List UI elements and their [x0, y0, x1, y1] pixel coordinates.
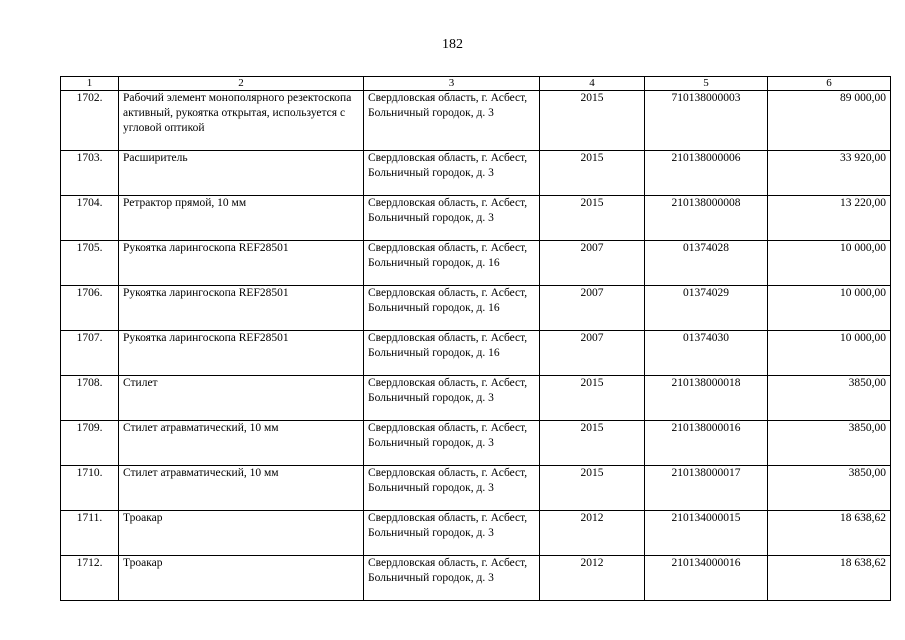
item-name: Стилет атравматический, 10 мм	[119, 466, 364, 511]
item-address: Свердловская область, г. Асбест, Больничный городок, д. 3	[364, 511, 540, 556]
item-name: Стилет атравматический, 10 мм	[119, 421, 364, 466]
row-number: 1712.	[61, 556, 119, 601]
table-row	[61, 376, 891, 421]
item-address: Свердловская область, г. Асбест, Больничный городок, д. 3	[364, 151, 540, 196]
registry-table	[60, 76, 891, 601]
item-value: 10 000,00	[768, 241, 891, 286]
column-header-1: 1	[61, 77, 119, 91]
table-row	[61, 196, 891, 241]
row-number: 1706.	[61, 286, 119, 331]
item-value: 89 000,00	[768, 91, 891, 151]
inventory-number: 210138000006	[645, 151, 768, 196]
item-value: 3850,00	[768, 466, 891, 511]
item-name: Ретрактор прямой, 10 мм	[119, 196, 364, 241]
item-address: Свердловская область, г. Асбест, Больничный городок, д. 16	[364, 241, 540, 286]
row-number: 1703.	[61, 151, 119, 196]
inventory-number: 01374029	[645, 286, 768, 331]
item-name: Троакар	[119, 511, 364, 556]
table-row	[61, 331, 891, 376]
inventory-number: 01374030	[645, 331, 768, 376]
inventory-number: 710138000003	[645, 91, 768, 151]
item-address: Свердловская область, г. Асбест, Больничный городок, д. 3	[364, 556, 540, 601]
item-name: Рабочий элемент монополярного резектоскопа активный, рукоятка открытая, используется с угловой оптикой	[119, 91, 364, 151]
item-year: 2015	[540, 376, 645, 421]
item-name: Рукоятка ларингоскопа REF28501	[119, 286, 364, 331]
row-number: 1709.	[61, 421, 119, 466]
inventory-number: 210138000018	[645, 376, 768, 421]
row-number: 1705.	[61, 241, 119, 286]
inventory-number: 210138000008	[645, 196, 768, 241]
table-row	[61, 511, 891, 556]
item-name: Стилет	[119, 376, 364, 421]
column-header-2: 2	[119, 77, 364, 91]
item-address: Свердловская область, г. Асбест, Больничный городок, д. 3	[364, 196, 540, 241]
item-value: 10 000,00	[768, 286, 891, 331]
item-year: 2015	[540, 466, 645, 511]
item-name: Рукоятка ларингоскопа REF28501	[119, 241, 364, 286]
header-row	[61, 77, 891, 91]
column-header-5: 5	[645, 77, 768, 91]
item-year: 2015	[540, 196, 645, 241]
inventory-number: 210138000017	[645, 466, 768, 511]
item-year: 2012	[540, 511, 645, 556]
item-name: Рукоятка ларингоскопа REF28501	[119, 331, 364, 376]
item-value: 33 920,00	[768, 151, 891, 196]
table-row	[61, 556, 891, 601]
table-row	[61, 91, 891, 151]
inventory-number: 210134000016	[645, 556, 768, 601]
item-value: 3850,00	[768, 376, 891, 421]
table-row	[61, 151, 891, 196]
inventory-number: 210138000016	[645, 421, 768, 466]
table-row	[61, 466, 891, 511]
item-value: 18 638,62	[768, 511, 891, 556]
row-number: 1707.	[61, 331, 119, 376]
inventory-number: 01374028	[645, 241, 768, 286]
row-number: 1710.	[61, 466, 119, 511]
item-value: 18 638,62	[768, 556, 891, 601]
inventory-number: 210134000015	[645, 511, 768, 556]
item-address: Свердловская область, г. Асбест, Больничный городок, д. 3	[364, 466, 540, 511]
item-year: 2007	[540, 286, 645, 331]
item-address: Свердловская область, г. Асбест, Больничный городок, д. 3	[364, 421, 540, 466]
table-row	[61, 421, 891, 466]
item-name: Расширитель	[119, 151, 364, 196]
row-number: 1708.	[61, 376, 119, 421]
column-header-6: 6	[768, 77, 891, 91]
item-year: 2015	[540, 91, 645, 151]
item-value: 10 000,00	[768, 331, 891, 376]
item-value: 13 220,00	[768, 196, 891, 241]
item-address: Свердловская область, г. Асбест, Больничный городок, д. 16	[364, 286, 540, 331]
row-number: 1702.	[61, 91, 119, 151]
table-row	[61, 286, 891, 331]
item-address: Свердловская область, г. Асбест, Больничный городок, д. 3	[364, 376, 540, 421]
table-row	[61, 241, 891, 286]
item-address: Свердловская область, г. Асбест, Больничный городок, д. 16	[364, 331, 540, 376]
item-year: 2007	[540, 241, 645, 286]
column-header-3: 3	[364, 77, 540, 91]
item-year: 2012	[540, 556, 645, 601]
column-header-4: 4	[540, 77, 645, 91]
page-number: 182	[442, 37, 463, 52]
item-year: 2015	[540, 421, 645, 466]
item-year: 2007	[540, 331, 645, 376]
item-value: 3850,00	[768, 421, 891, 466]
row-number: 1704.	[61, 196, 119, 241]
item-address: Свердловская область, г. Асбест, Больничный городок, д. 3	[364, 91, 540, 151]
item-year: 2015	[540, 151, 645, 196]
item-name: Троакар	[119, 556, 364, 601]
row-number: 1711.	[61, 511, 119, 556]
